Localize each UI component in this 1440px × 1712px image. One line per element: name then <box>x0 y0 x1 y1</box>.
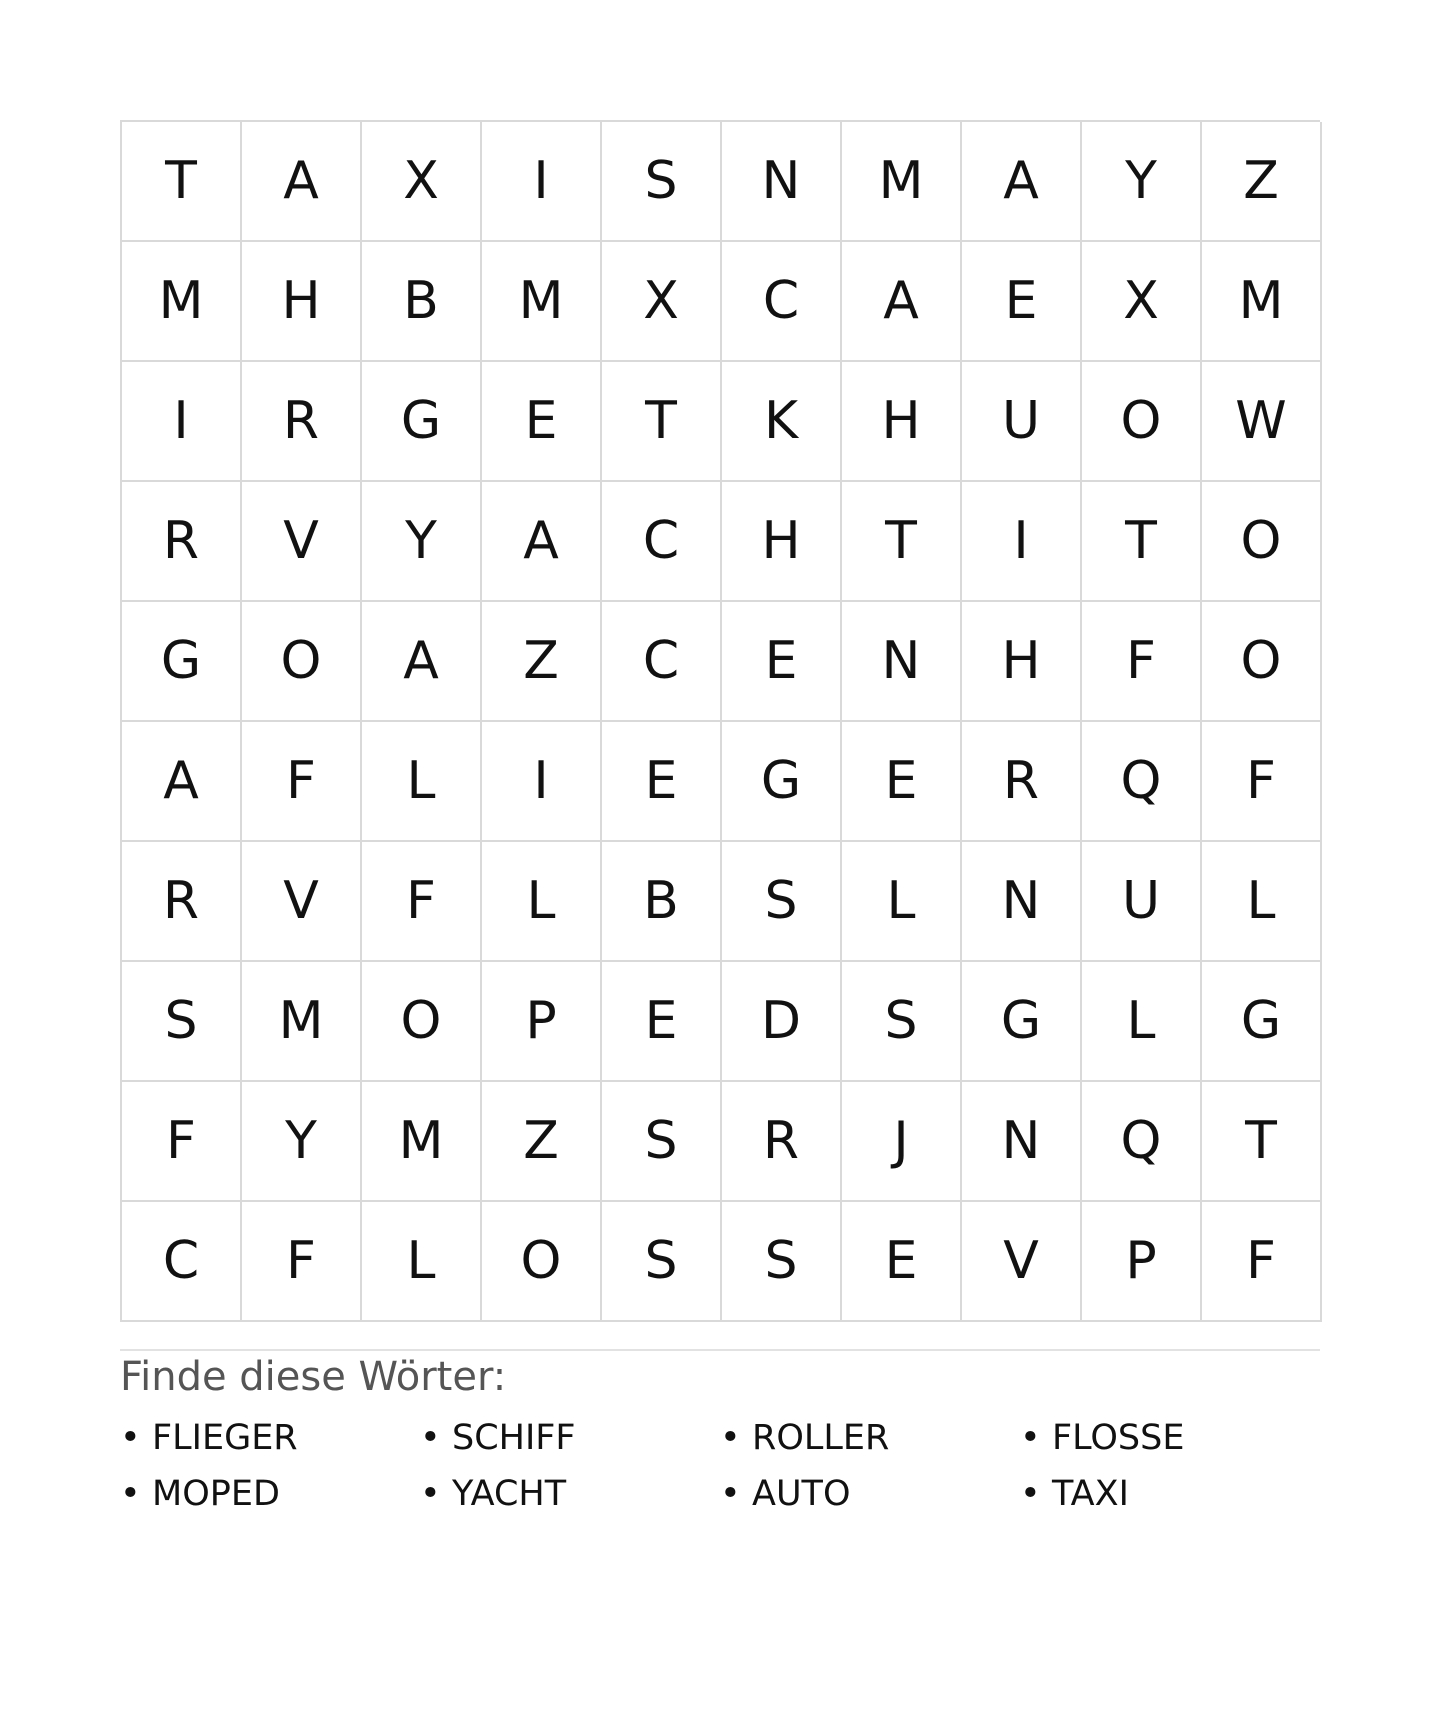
grid-cell[interactable]: I <box>122 362 242 482</box>
bullet-icon: • <box>120 1474 141 1514</box>
grid-cell[interactable]: Y <box>242 1082 362 1202</box>
grid-cell[interactable]: S <box>842 962 962 1082</box>
word-label: AUTO <box>752 1474 851 1514</box>
letter-grid <box>120 120 1320 1322</box>
word-list <box>120 1410 1320 1522</box>
word-label: MOPED <box>152 1474 280 1514</box>
word-label: FLOSSE <box>1052 1418 1185 1458</box>
grid-cell[interactable]: T <box>122 122 242 242</box>
bullet-icon: • <box>420 1418 441 1458</box>
grid-cell[interactable]: O <box>242 602 362 722</box>
grid-cell[interactable]: X <box>602 242 722 362</box>
grid-cell[interactable]: Q <box>1082 1082 1202 1202</box>
grid-cell[interactable]: P <box>1082 1202 1202 1322</box>
grid-cell[interactable]: E <box>842 1202 962 1322</box>
grid-cell[interactable]: R <box>122 842 242 962</box>
grid-cell[interactable]: S <box>602 1082 722 1202</box>
grid-cell[interactable]: V <box>962 1202 1082 1322</box>
bullet-icon: • <box>720 1474 741 1514</box>
grid-cell[interactable]: R <box>962 722 1082 842</box>
grid-cell[interactable]: M <box>242 962 362 1082</box>
grid-cell[interactable]: R <box>722 1082 842 1202</box>
grid-cell[interactable]: X <box>1082 242 1202 362</box>
grid-cell[interactable]: A <box>962 122 1082 242</box>
grid-cell[interactable]: U <box>962 362 1082 482</box>
word-list-item <box>120 1466 420 1522</box>
grid-cell[interactable]: H <box>242 242 362 362</box>
grid-cell[interactable]: Z <box>482 1082 602 1202</box>
grid-cell[interactable]: G <box>722 722 842 842</box>
grid-cell[interactable]: J <box>842 1082 962 1202</box>
grid-cell[interactable]: C <box>602 482 722 602</box>
word-list-item <box>720 1410 1020 1466</box>
divider <box>120 1349 1320 1351</box>
grid-cell[interactable]: F <box>1202 722 1322 842</box>
word-label: ROLLER <box>752 1418 890 1458</box>
word-list-item <box>1020 1466 1320 1522</box>
grid-cell[interactable]: E <box>842 722 962 842</box>
grid-cell[interactable]: K <box>722 362 842 482</box>
grid-cell[interactable]: X <box>362 122 482 242</box>
grid-cell[interactable]: O <box>1202 602 1322 722</box>
grid-cell[interactable]: C <box>722 242 842 362</box>
grid-cell[interactable]: P <box>482 962 602 1082</box>
grid-cell[interactable]: H <box>722 482 842 602</box>
grid-cell[interactable]: G <box>362 362 482 482</box>
word-list-item <box>420 1410 720 1466</box>
word-list-item <box>720 1466 1020 1522</box>
word-search-puzzle <box>120 120 1320 1322</box>
word-label: SCHIFF <box>452 1418 576 1458</box>
grid-cell[interactable]: T <box>842 482 962 602</box>
grid-cell[interactable]: O <box>362 962 482 1082</box>
grid-cell[interactable]: E <box>602 962 722 1082</box>
bullet-icon: • <box>120 1418 141 1458</box>
grid-cell[interactable]: L <box>842 842 962 962</box>
grid-cell[interactable]: E <box>482 362 602 482</box>
word-list-prompt: Finde diese Wörter: <box>120 1354 507 1400</box>
bullet-icon: • <box>1020 1418 1041 1458</box>
grid-cell[interactable]: C <box>602 602 722 722</box>
grid-cell[interactable]: R <box>242 362 362 482</box>
grid-cell[interactable]: U <box>1082 842 1202 962</box>
grid-cell[interactable]: M <box>1202 242 1322 362</box>
grid-cell[interactable]: H <box>962 602 1082 722</box>
bullet-icon: • <box>720 1418 741 1458</box>
grid-cell[interactable]: M <box>362 1082 482 1202</box>
grid-cell[interactable]: M <box>842 122 962 242</box>
grid-cell[interactable]: E <box>962 242 1082 362</box>
grid-cell[interactable]: F <box>122 1082 242 1202</box>
grid-cell[interactable]: Z <box>1202 122 1322 242</box>
grid-cell[interactable]: M <box>482 242 602 362</box>
grid-cell[interactable]: O <box>1082 362 1202 482</box>
grid-cell[interactable]: A <box>482 482 602 602</box>
grid-cell[interactable]: G <box>122 602 242 722</box>
grid-cell[interactable]: L <box>1202 842 1322 962</box>
grid-cell[interactable]: A <box>842 242 962 362</box>
grid-cell[interactable]: D <box>722 962 842 1082</box>
grid-cell[interactable]: B <box>362 242 482 362</box>
grid-cell[interactable]: I <box>482 722 602 842</box>
grid-cell[interactable]: A <box>362 602 482 722</box>
grid-cell[interactable]: N <box>962 842 1082 962</box>
grid-cell[interactable]: N <box>962 1082 1082 1202</box>
grid-cell[interactable]: F <box>1082 602 1202 722</box>
grid-cell[interactable]: S <box>602 1202 722 1322</box>
grid-cell[interactable]: Q <box>1082 722 1202 842</box>
word-label: TAXI <box>1052 1474 1129 1514</box>
grid-cell[interactable]: C <box>122 1202 242 1322</box>
grid-cell[interactable]: N <box>722 122 842 242</box>
grid-cell[interactable]: R <box>122 482 242 602</box>
grid-cell[interactable]: T <box>1082 482 1202 602</box>
grid-cell[interactable]: G <box>1202 962 1322 1082</box>
grid-cell[interactable]: T <box>1202 1082 1322 1202</box>
grid-cell[interactable]: T <box>602 362 722 482</box>
grid-cell[interactable]: V <box>242 482 362 602</box>
grid-cell[interactable]: L <box>362 1202 482 1322</box>
grid-cell[interactable]: E <box>602 722 722 842</box>
grid-cell[interactable]: A <box>122 722 242 842</box>
grid-cell[interactable]: I <box>962 482 1082 602</box>
grid-cell[interactable]: F <box>1202 1202 1322 1322</box>
bullet-icon: • <box>420 1474 441 1514</box>
grid-cell[interactable]: O <box>1202 482 1322 602</box>
grid-cell[interactable]: I <box>482 122 602 242</box>
grid-cell[interactable]: Y <box>362 482 482 602</box>
grid-cell[interactable]: H <box>842 362 962 482</box>
word-list-item <box>1020 1410 1320 1466</box>
word-label: FLIEGER <box>152 1418 298 1458</box>
grid-cell[interactable]: F <box>242 1202 362 1322</box>
grid-cell[interactable]: G <box>962 962 1082 1082</box>
grid-cell[interactable]: S <box>722 842 842 962</box>
grid-cell[interactable]: N <box>842 602 962 722</box>
grid-cell[interactable]: L <box>482 842 602 962</box>
grid-cell[interactable]: F <box>242 722 362 842</box>
grid-cell[interactable]: E <box>722 602 842 722</box>
grid-cell[interactable]: S <box>122 962 242 1082</box>
grid-cell[interactable]: L <box>1082 962 1202 1082</box>
bullet-icon: • <box>1020 1474 1041 1514</box>
grid-cell[interactable]: Y <box>1082 122 1202 242</box>
grid-cell[interactable]: V <box>242 842 362 962</box>
word-list-item <box>420 1466 720 1522</box>
grid-cell[interactable]: O <box>482 1202 602 1322</box>
grid-cell[interactable]: Z <box>482 602 602 722</box>
grid-cell[interactable]: S <box>602 122 722 242</box>
grid-cell[interactable]: A <box>242 122 362 242</box>
grid-cell[interactable]: L <box>362 722 482 842</box>
word-label: YACHT <box>452 1474 567 1514</box>
grid-cell[interactable]: F <box>362 842 482 962</box>
grid-cell[interactable]: B <box>602 842 722 962</box>
word-list-item <box>120 1410 420 1466</box>
grid-cell[interactable]: M <box>122 242 242 362</box>
grid-cell[interactable]: W <box>1202 362 1322 482</box>
grid-cell[interactable]: S <box>722 1202 842 1322</box>
